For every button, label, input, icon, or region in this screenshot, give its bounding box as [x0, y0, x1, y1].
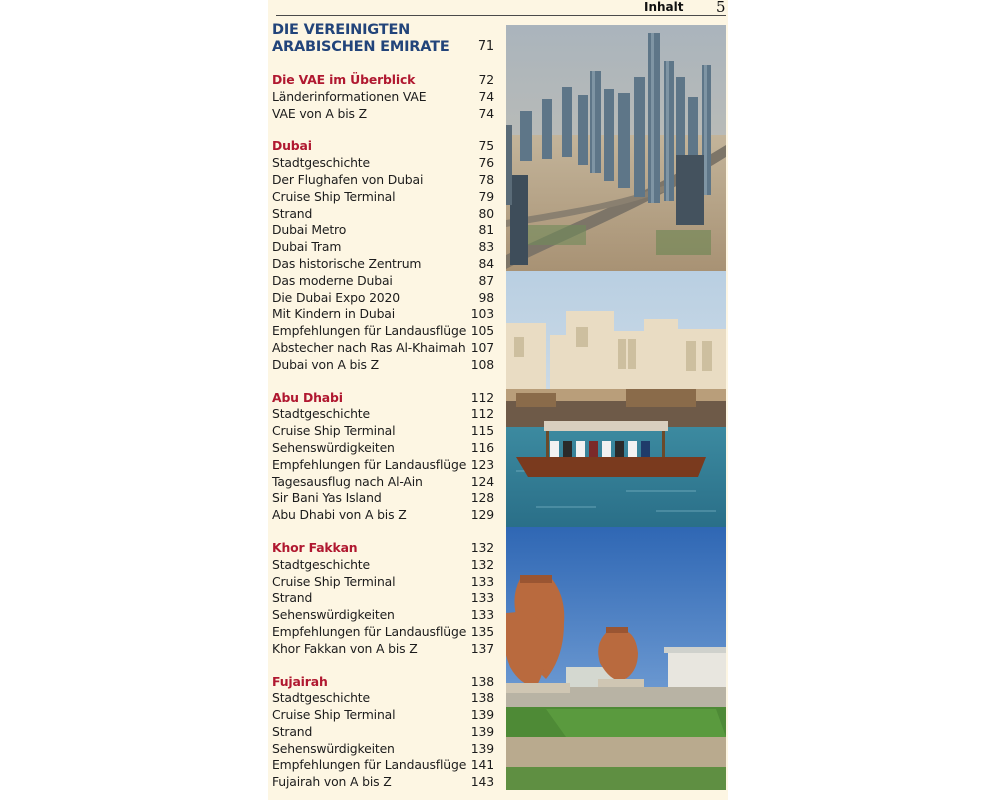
toc-page-number: 103	[470, 306, 494, 322]
header-page-number: 5	[716, 0, 726, 16]
toc-page-number: 133	[470, 573, 494, 589]
toc-section-title: Die VAE im Überblick	[272, 72, 416, 87]
toc-page-number: 141	[470, 757, 494, 773]
toc-page-number: 133	[470, 590, 494, 606]
toc-entry-label: Stadtgeschichte	[272, 406, 370, 422]
toc-entry-label: Das historische Zentrum	[272, 255, 422, 271]
toc-entry[interactable]	[272, 155, 494, 172]
toc-page-number: 112	[470, 389, 494, 405]
toc-entry-label: Empfehlungen für Landausflüge	[272, 456, 467, 472]
toc-section-title: Dubai	[272, 138, 312, 154]
toc-section-title: Fujairah	[272, 673, 328, 689]
toc-page-number: 107	[470, 339, 494, 355]
toc-entry-label: Mit Kindern in Dubai	[272, 306, 396, 322]
toc-entry-label: Länderinformationen VAE	[272, 88, 427, 104]
toc-entry-label: Sehenswürdigkeiten	[272, 607, 395, 623]
table-of-contents	[272, 22, 494, 791]
toc-section-heading[interactable]	[272, 674, 494, 691]
toc-section-title: Abu Dhabi	[272, 389, 343, 405]
toc-entry-label: Stadtgeschichte	[272, 556, 370, 572]
toc-entry-label: Cruise Ship Terminal	[272, 573, 396, 589]
toc-entry-label: Dubai Tram	[272, 239, 342, 255]
toc-entry[interactable]	[272, 239, 494, 256]
toc-page-number: 139	[470, 707, 494, 723]
toc-entry-label: Abu Dhabi von A bis Z	[272, 507, 407, 523]
toc-section-fujairah	[272, 674, 494, 792]
toc-page-number: 105	[470, 323, 494, 339]
toc-page-number: 81	[478, 222, 494, 238]
toc-entry[interactable]	[272, 306, 494, 323]
toc-entry[interactable]	[272, 741, 494, 758]
toc-page-number: 75	[478, 138, 494, 154]
toc-entry[interactable]	[272, 273, 494, 290]
toc-page-number: 74	[478, 88, 494, 104]
toc-entry-label: Das moderne Dubai	[272, 272, 393, 288]
toc-entry[interactable]	[272, 590, 494, 607]
clay-jars-monument-photo	[506, 527, 726, 790]
toc-page-number: 143	[470, 774, 494, 790]
toc-page-number: 79	[478, 188, 494, 204]
toc-entry[interactable]	[272, 89, 494, 106]
toc-entry[interactable]	[272, 290, 494, 307]
toc-entry[interactable]	[272, 106, 494, 123]
toc-entry[interactable]	[272, 474, 494, 491]
toc-page-number: 133	[470, 607, 494, 623]
toc-entry[interactable]	[272, 624, 494, 641]
toc-entry[interactable]	[272, 607, 494, 624]
toc-page-number: 138	[470, 673, 494, 689]
toc-page-number: 129	[470, 507, 494, 523]
chapter-page-number: 71	[477, 39, 494, 54]
toc-section-khor-fakkan	[272, 540, 494, 658]
toc-entry-label: Empfehlungen für Landausflüge	[272, 323, 467, 339]
photo-column	[506, 25, 726, 790]
toc-entry-label: Khor Fakkan von A bis Z	[272, 640, 418, 656]
toc-entry[interactable]	[272, 423, 494, 440]
toc-entry[interactable]	[272, 757, 494, 774]
toc-entry-label: Cruise Ship Terminal	[272, 423, 396, 439]
toc-entry-label: Dubai Metro	[272, 222, 347, 238]
toc-entry[interactable]	[272, 440, 494, 457]
toc-page-number: 124	[470, 473, 494, 489]
toc-page-number: 98	[478, 289, 494, 305]
toc-entry[interactable]	[272, 557, 494, 574]
toc-section-title: Khor Fakkan	[272, 539, 358, 555]
toc-page-number: 74	[478, 105, 494, 121]
toc-entry[interactable]	[272, 406, 494, 423]
toc-entry-label: Fujairah von A bis Z	[272, 774, 392, 790]
toc-entry[interactable]	[272, 357, 494, 374]
toc-entry[interactable]	[272, 222, 494, 239]
toc-entry[interactable]	[272, 641, 494, 658]
toc-entry[interactable]	[272, 340, 494, 357]
toc-entry-label: Stadtgeschichte	[272, 690, 370, 706]
dubai-skyline-photo	[506, 25, 726, 271]
toc-entry-label: Die Dubai Expo 2020	[272, 289, 401, 305]
toc-entry[interactable]	[272, 323, 494, 340]
toc-entry-label: Tagesausflug nach Al-Ain	[272, 473, 423, 489]
toc-page-number: 137	[470, 640, 494, 656]
toc-entry[interactable]	[272, 189, 494, 206]
toc-page-number: 112	[470, 406, 494, 422]
toc-page-number: 80	[478, 205, 494, 221]
toc-page-number: 139	[470, 740, 494, 756]
toc-page-number: 115	[470, 423, 494, 439]
toc-entry-label: VAE von A bis Z	[272, 105, 367, 121]
toc-entry[interactable]	[272, 457, 494, 474]
toc-page-number: 139	[470, 723, 494, 739]
toc-entry[interactable]	[272, 507, 494, 524]
toc-section-heading[interactable]	[272, 138, 494, 155]
toc-section-dubai	[272, 138, 494, 373]
toc-page-number: 132	[470, 556, 494, 572]
chapter-heading[interactable]	[272, 22, 494, 56]
dubai-creek-abra-photo	[506, 271, 726, 527]
toc-entry-label: Sehenswürdigkeiten	[272, 740, 395, 756]
toc-section-heading[interactable]	[272, 390, 494, 407]
toc-entry-label: Der Flughafen von Dubai	[272, 171, 424, 187]
toc-page-number: 72	[478, 72, 494, 87]
toc-entry[interactable]	[272, 690, 494, 707]
header-label: Inhalt	[644, 0, 684, 14]
toc-page-number: 132	[470, 539, 494, 555]
toc-entry-label: Cruise Ship Terminal	[272, 707, 396, 723]
toc-page-number: 135	[470, 623, 494, 639]
chapter-title-line-2: ARABISCHEN EMIRATE	[272, 39, 450, 55]
toc-entry-label: Sehenswürdigkeiten	[272, 439, 395, 455]
chapter-title-line-1: DIE VEREINIGTEN	[272, 22, 411, 38]
toc-entry-label: Sir Bani Yas Island	[272, 490, 382, 506]
toc-page-number: 87	[478, 272, 494, 288]
toc-page-number: 123	[470, 456, 494, 472]
toc-entry-label: Strand	[272, 590, 313, 606]
toc-entry[interactable]	[272, 172, 494, 189]
toc-entry[interactable]	[272, 256, 494, 273]
toc-section-die-vae-im-berblick	[272, 72, 494, 122]
toc-entry-label: Dubai von A bis Z	[272, 356, 379, 372]
toc-entry-label: Cruise Ship Terminal	[272, 188, 396, 204]
toc-entry-label: Abstecher nach Ras Al-Khaimah	[272, 339, 466, 355]
toc-entry[interactable]	[272, 490, 494, 507]
header-rule	[276, 15, 726, 16]
toc-entry-label: Stadtgeschichte	[272, 155, 370, 171]
toc-sections	[272, 72, 494, 791]
toc-entry[interactable]	[272, 707, 494, 724]
toc-section-heading[interactable]	[272, 540, 494, 557]
toc-section-abu-dhabi	[272, 390, 494, 524]
toc-entry-label: Empfehlungen für Landausflüge	[272, 623, 467, 639]
toc-page-number: 138	[470, 690, 494, 706]
toc-page-number: 108	[470, 356, 494, 372]
toc-entry[interactable]	[272, 774, 494, 791]
toc-entry[interactable]	[272, 724, 494, 741]
toc-entry-label: Empfehlungen für Landausflüge	[272, 757, 467, 773]
toc-page-number: 78	[478, 171, 494, 187]
toc-section-heading[interactable]	[272, 72, 494, 89]
toc-entry-label: Strand	[272, 723, 313, 739]
toc-entry[interactable]	[272, 206, 494, 223]
toc-page-number: 84	[478, 255, 494, 271]
toc-entry-label: Strand	[272, 205, 313, 221]
toc-page-number: 83	[478, 239, 494, 255]
toc-entry[interactable]	[272, 574, 494, 591]
toc-page-number: 128	[470, 490, 494, 506]
toc-page-number: 116	[470, 439, 494, 455]
toc-page-number: 76	[478, 155, 494, 171]
